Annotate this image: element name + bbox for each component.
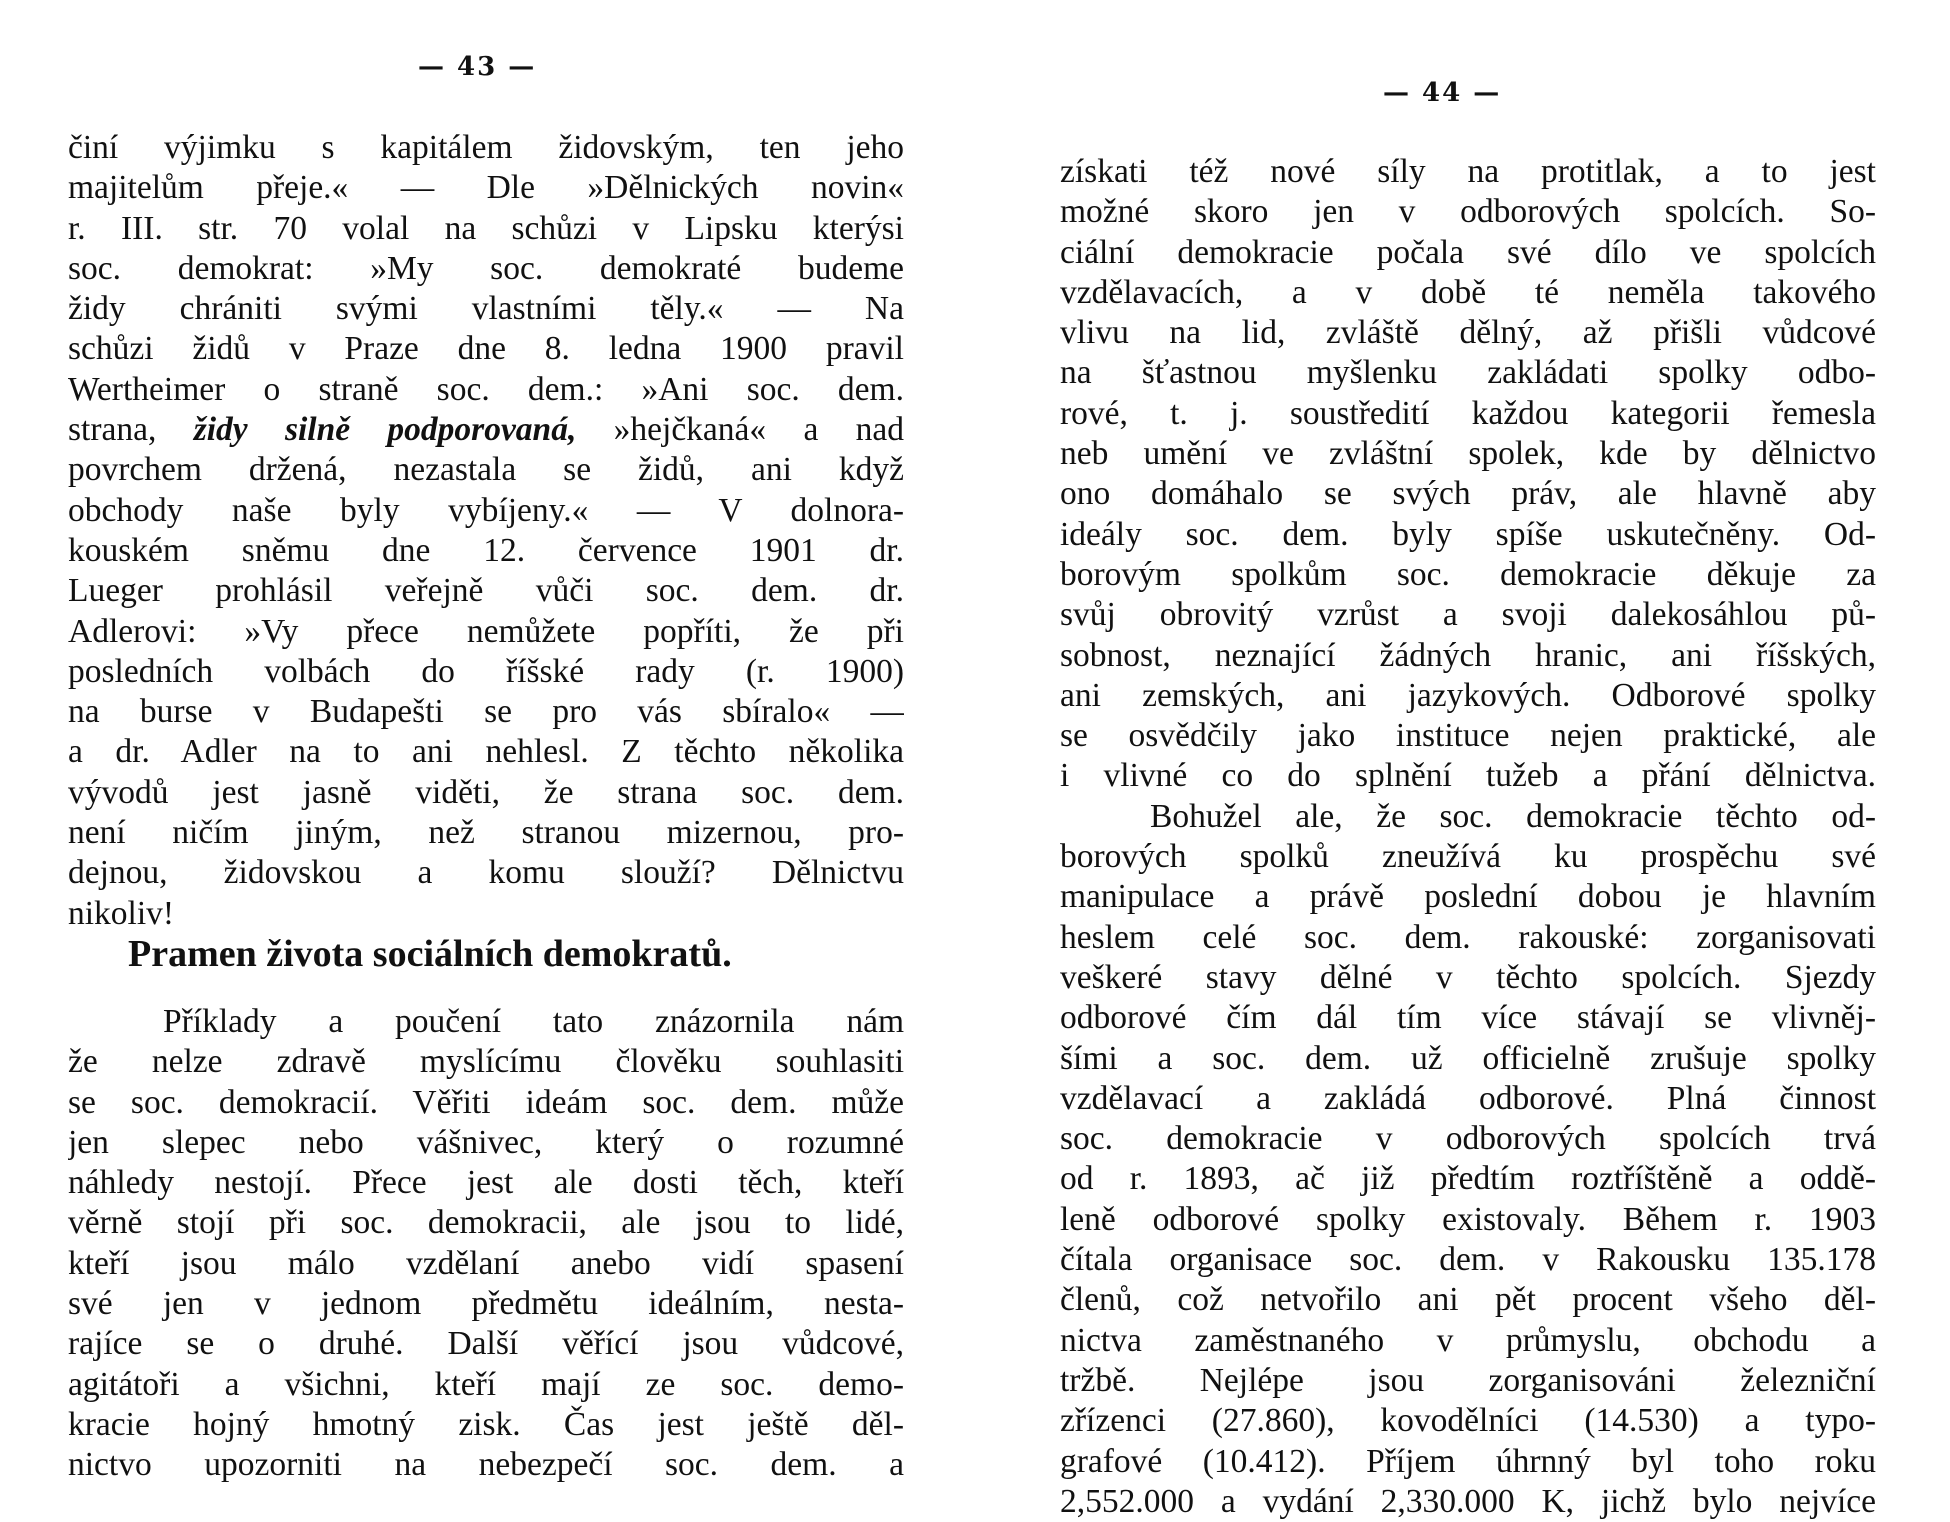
left-paragraph-2 (68, 1002, 904, 1486)
text-line: Příklady a poučení tato znázornila nám (163, 1003, 904, 1040)
text-line: věrně stojí při soc. demokracii, ale jsou to lidé, (68, 1204, 904, 1242)
text-line: nictva zaměstnaného v průmyslu, obchodu a (1060, 1321, 1876, 1359)
text-line: sobnost, neznající žádných hranic, ani říšských, (1060, 636, 1876, 674)
text-line: a dr. Adler na to ani nehlesl. Z těchto několika (68, 733, 904, 771)
text-line: od r. 1893, ač již předtím roztříštěně a oddě- (1060, 1160, 1876, 1198)
text-line: na burse v Budapešti se pro vás sbíralo« — (68, 693, 904, 731)
text-line: ono domáhalo se svých práv, ale hlavně aby (1060, 475, 1876, 513)
section-heading: Pramen života sociálních demokratů. (128, 933, 732, 975)
text-line: grafové (10.412). Příjem úhrnný byl toho roku (1060, 1442, 1876, 1480)
text-line: zřízenci (27.860), kovodělníci (14.530) a typo- (1060, 1402, 1876, 1440)
page-number-43: — 43 — (418, 52, 537, 82)
text-line: neb umění ve zvláštní spolek, kde by dělnictvo (1060, 435, 1876, 473)
text-line: že nelze zdravě myslícímu člověku souhlasiti (68, 1043, 904, 1081)
text-line: heslem celé soc. dem. rakouské: zorganisovati (1060, 918, 1876, 956)
text-line: i vlivné co do splnění tužeb a přání dělnictva. (1060, 757, 1876, 795)
text-line: vzdělavací a zakládá odborové. Plná činnost (1060, 1079, 1876, 1117)
text-line: na šťastnou myšlenku zakládati spolky odbo- (1060, 354, 1876, 392)
text-line: získati též nové síly na protitlak, a to jest (1060, 153, 1876, 190)
text-line: kteří jsou málo vzdělaní anebo vidí spasení (68, 1244, 904, 1282)
text-line: ideály soc. dem. byly spíše uskutečněny. Od- (1060, 515, 1876, 553)
text-line: se soc. demokracií. Věřiti ideám soc. dem. může (68, 1083, 904, 1121)
text-line: se osvědčily jako instituce nejen praktické, ale (1060, 717, 1876, 755)
left-page (0, 0, 975, 1500)
text-line: Bohužel ale, že soc. demokracie těchto od- (1150, 797, 1876, 835)
page-number-44: — 44 — (1383, 78, 1502, 108)
right-text (1060, 152, 1876, 1522)
text-line: r. III. str. 70 volal na schůzi v Lipsku kterýsi (68, 209, 904, 247)
text-line-mixed (68, 410, 904, 450)
text-line: své jen v jednom předmětu ideálním, nesta- (68, 1285, 904, 1323)
text-line: vzdělavacích, a v době té neměla takového (1060, 273, 1876, 311)
text-line: veškeré stavy dělné v těchto spolcích. Sjezdy (1060, 958, 1876, 996)
text-fragment: »hejčkaná« a nad (613, 411, 904, 449)
emphasized-text: židy silně podporovaná, (193, 411, 577, 449)
right-page (975, 0, 1950, 1520)
text-line: kracie hojný hmotný zisk. Čas jest ještě děl- (68, 1405, 904, 1443)
text-line: borových spolků zneužívá ku prospěchu své (1060, 838, 1876, 876)
text-line: vlivu na lid, zvláště dělný, až přišli vůdcové (1060, 314, 1876, 352)
text-line: ani zemských, ani jazykových. Odborové spolky (1060, 676, 1876, 714)
text-line: obchody naše byly vybíjeny.« — V dolnora- (68, 491, 904, 529)
text-line: šími a soc. dem. už officielně zrušuje spolky (1060, 1039, 1876, 1077)
text-line: není ničím jiným, než stranou mizernou, pro- (68, 814, 904, 852)
text-line: tržbě. Nejlépe jsou zorganisováni železniční (1060, 1361, 1876, 1399)
text-line: Lueger prohlásil veřejně vůči soc. dem. dr. (68, 572, 904, 610)
text-line: manipulace a právě poslední dobou je hlavním (1060, 878, 1876, 916)
text-fragment: strana, (68, 411, 157, 449)
text-line: členů, což netvořilo ani pět procent všeho děl- (1060, 1281, 1876, 1319)
text-line: jen slepec nebo vášnivec, který o rozumné (68, 1123, 904, 1161)
text-line: čítala organisace soc. dem. v Rakousku 135.178 (1060, 1241, 1876, 1279)
text-line: náhledy nestojí. Přece jest ale dosti těch, kteří (68, 1164, 904, 1202)
text-line: schůzi židů v Praze dne 8. ledna 1900 pravil (68, 330, 904, 368)
text-line: vývodů jest jasně viděti, že strana soc. dem. (68, 773, 904, 811)
text-line: agitátoři a všichni, kteří mají ze soc. demo- (68, 1365, 904, 1403)
text-line: 2,552.000 a vydání 2,330.000 K, jichž bylo nejvíce (1060, 1482, 1876, 1520)
text-line: posledních volbách do říšské rady (r. 1900) (68, 652, 904, 690)
text-line: možné skoro jen v odborových spolcích. So- (1060, 193, 1876, 231)
text-line: majitelům přeje.« — Dle »Dělnických novin« (68, 169, 904, 207)
text-line: ciální demokracie počala své dílo ve spolcích (1060, 233, 1876, 271)
text-line: leně odborové spolky existovaly. Během r. 1903 (1060, 1200, 1876, 1238)
text-line: odborové čím dál tím více stávají se vlivněj- (1060, 999, 1876, 1037)
text-line: rové, t. j. soustředití každou kategorii řemesla (1060, 394, 1876, 432)
text-line: povrchem držená, nezastala se židů, ani když (68, 451, 904, 489)
text-line: dejnou, židovskou a komu slouží? Dělnictvu (68, 854, 904, 892)
text-line: Adlerovi: »Vy přece nemůžete popříti, že při (68, 612, 904, 650)
left-paragraph-1 (68, 128, 904, 934)
text-line: rajíce se o druhé. Další věřící jsou vůdcové, (68, 1325, 904, 1363)
text-line: činí výjimku s kapitálem židovským, ten jeho (68, 129, 904, 166)
text-line: nictvo upozorniti na nebezpečí soc. dem. a (68, 1446, 904, 1484)
text-line: svůj obrovitý vzrůst a svoji dalekosáhlou pů- (1060, 596, 1876, 634)
text-line: soc. demokrat: »My soc. demokraté budeme (68, 249, 904, 287)
text-line: Wertheimer o straně soc. dem.: »Ani soc. dem. (68, 370, 904, 408)
text-line: borovým spolkům soc. demokracie děkuje za (1060, 555, 1876, 593)
text-line: židy chrániti svými vlastními těly.« — Na (68, 290, 904, 328)
text-line: soc. demokracie v odborových spolcích trvá (1060, 1120, 1876, 1158)
text-line: kouském sněmu dne 12. července 1901 dr. (68, 531, 904, 569)
text-line: nikoliv! (68, 894, 175, 932)
